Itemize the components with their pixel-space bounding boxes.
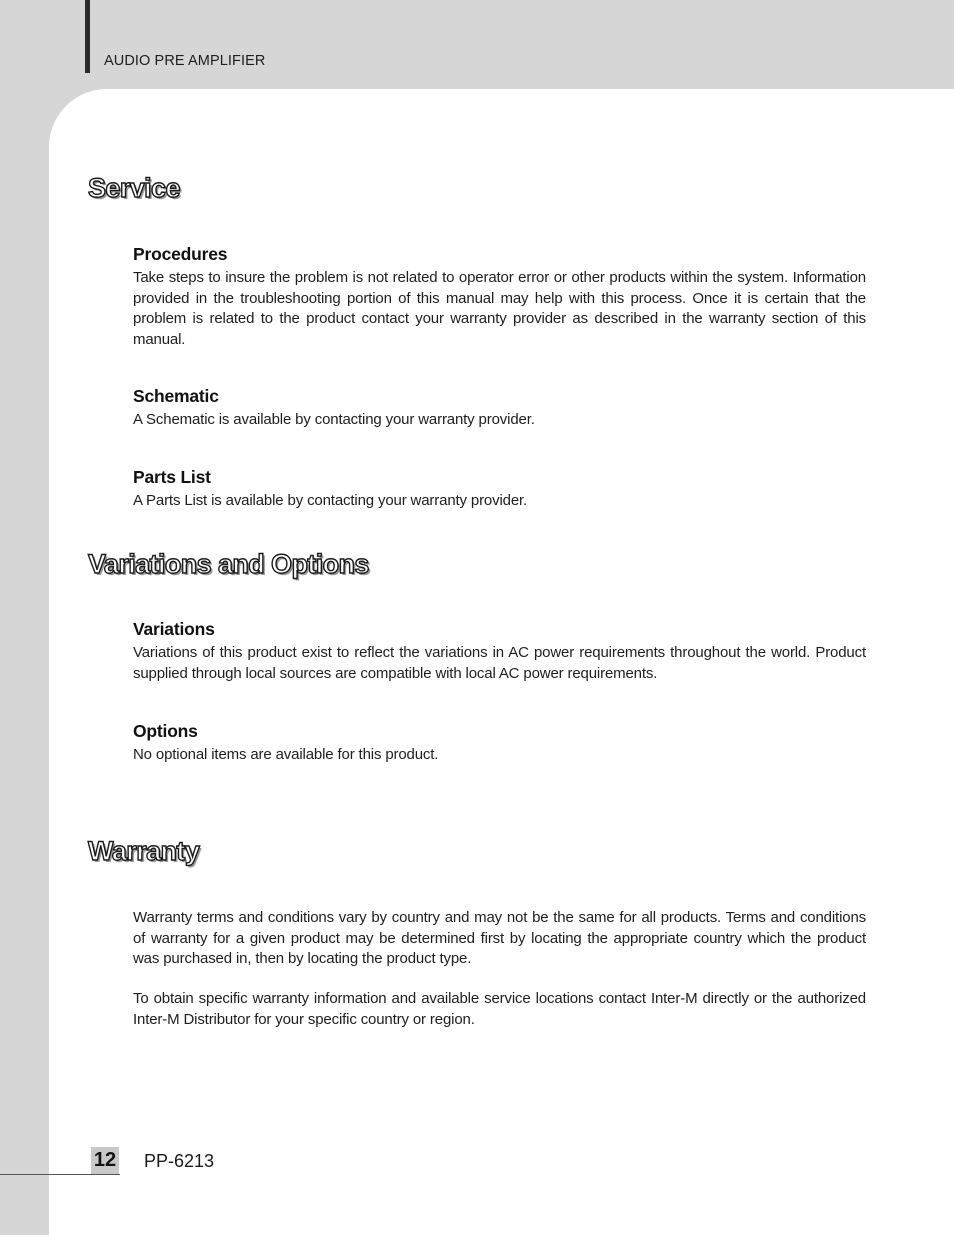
header-accent-bar [85, 0, 90, 73]
subsection-heading-variations: Variations [133, 619, 215, 639]
warranty-paragraph-1 [133, 908, 866, 970]
subsection-text-schematic: A Schematic is available by contacting your warranty provider. [133, 411, 535, 428]
section-title-variations-options: Variations and Options [88, 549, 369, 579]
subsection-schematic [133, 386, 866, 431]
subsection-text-variations: Variations of this product exist to reflect the variations in AC power requirements throughout the world. Product supplied through local sources are compatible with local AC power requirements. [133, 644, 866, 682]
subsection-variations [133, 619, 866, 684]
subsection-heading-options: Options [133, 721, 198, 741]
subsection-heading-procedures: Procedures [133, 244, 228, 264]
page-number: 12 [91, 1147, 119, 1174]
model-number: PP-6213 [144, 1151, 215, 1171]
subsection-procedures [133, 244, 866, 350]
subsection-parts-list [133, 467, 866, 512]
section-title-service: Service [88, 173, 180, 203]
footer-rule [0, 1174, 120, 1175]
document-header-title: AUDIO PRE AMPLIFIER [104, 53, 266, 69]
subsection-text-parts-list: A Parts List is available by contacting your warranty provider. [133, 492, 528, 509]
warranty-paragraph-2 [133, 989, 866, 1030]
subsection-text-options: No optional items are available for this product. [133, 746, 439, 763]
subsection-heading-schematic: Schematic [133, 386, 219, 406]
subsection-options [133, 721, 866, 766]
warranty-text-2: To obtain specific warranty information and available service locations contact Inter-M directly or the authorized Inter-M Distributor for your specific country or region. [133, 990, 866, 1028]
subsection-text-procedures: Take steps to insure the problem is not related to operator error or other products within the system. Information provided in the troubleshooting portion of this manual may help with this process. Once it is certain that the problem is related to the product contact your warranty provider as described in the warranty section of this manual. [133, 269, 866, 348]
subsection-heading-parts-list: Parts List [133, 467, 211, 487]
section-title-warranty: Warranty [88, 836, 200, 866]
warranty-text-1: Warranty terms and conditions vary by country and may not be the same for all products. Terms and conditions of warranty for a given product may be determined first by locating the appropriate country which the product was purchased in, then by locating the product type. [133, 909, 866, 967]
